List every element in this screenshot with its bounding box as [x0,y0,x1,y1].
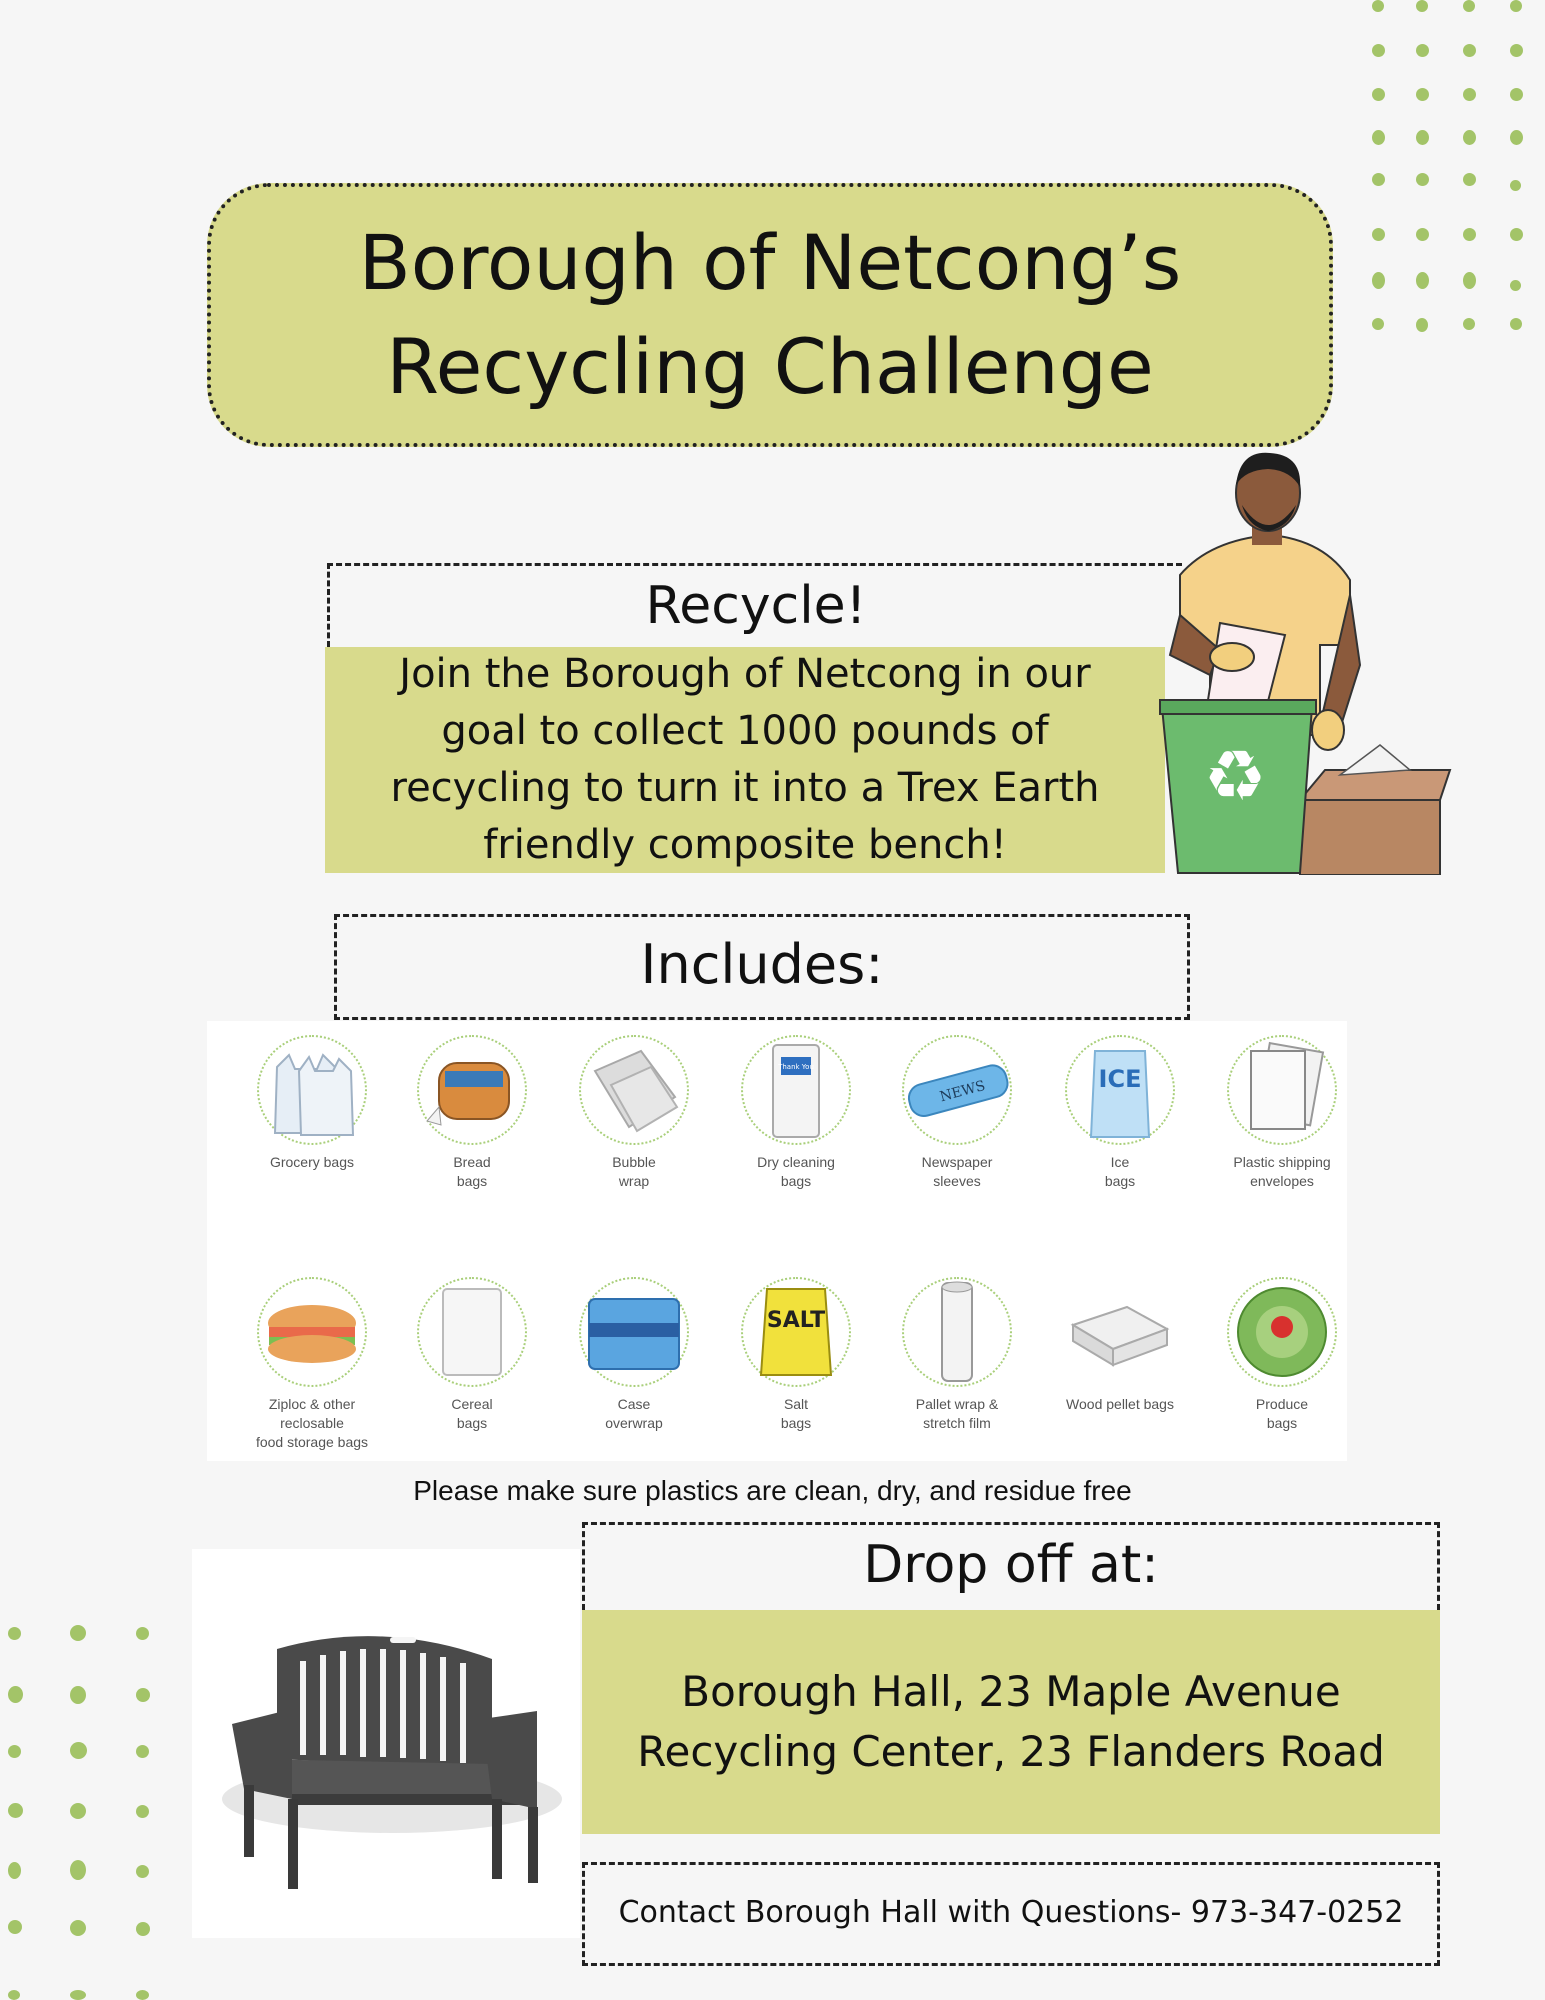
ice-bag-icon [1065,1035,1175,1145]
item-bread-bags: Bread bags [397,1035,547,1191]
item-salt-bags: SALT Salt bags [721,1277,871,1433]
title-line-2: Recycling Challenge [386,322,1154,411]
cereal-bag-icon [417,1277,527,1387]
shipping-envelope-icon [1227,1035,1337,1145]
man-recycling-illustration [1150,445,1460,875]
dropoff-locations [582,1610,1440,1834]
svg-text:ICE: ICE [1098,1065,1142,1093]
cleanliness-note: Please make sure plastics are clean, dry, and residue free [413,1475,1132,1506]
title-line-1: Borough of Netcong’s [358,218,1182,307]
bubble-wrap-icon [579,1035,689,1145]
item-dry-cleaning-bags: Thank You Dry cleaning bags [721,1035,871,1191]
ziploc-bag-icon [257,1277,367,1387]
pallet-wrap-icon [902,1277,1012,1387]
newspaper-sleeve-icon [902,1035,1012,1145]
item-newspaper-sleeves: NEWS Newspaper sleeves [882,1035,1032,1191]
recycle-line: Join the Borough of Netcong in our [399,651,1091,697]
bench-photo [192,1549,580,1938]
recycle-line: goal to collect 1000 pounds of [441,708,1049,754]
includes-heading: Includes: [334,914,1190,1020]
item-wood-pellet-bags: Wood pellet bags [1045,1277,1195,1414]
case-overwrap-icon [579,1277,689,1387]
item-bubble-wrap: Bubble wrap [559,1035,709,1191]
title-banner [207,183,1333,447]
item-grocery-bags: Grocery bags [237,1035,387,1172]
item-cereal-bags: Cereal bags [397,1277,547,1433]
dropoff-heading: Drop off at: [582,1522,1440,1610]
recycle-heading: Recycle! [327,563,1182,647]
grocery-bag-icon [257,1035,367,1145]
item-pallet-wrap: Pallet wrap & stretch film [882,1277,1032,1433]
svg-text:NEWS: NEWS [938,1077,988,1106]
item-case-overwrap: Case overwrap [559,1277,709,1433]
svg-text:Thank You: Thank You [778,1063,814,1071]
contact-info: Contact Borough Hall with Questions- 973-347-0252 [582,1862,1440,1966]
salt-bag-icon [741,1277,851,1387]
produce-bag-icon [1227,1277,1337,1387]
item-ice-bags: ICE Ice bags [1045,1035,1195,1191]
item-ziploc-bags: Ziploc & other reclosable food storage bags [237,1277,387,1452]
svg-text:♻: ♻ [1203,735,1267,817]
svg-text:SALT: SALT [766,1308,826,1333]
includes-items-panel [207,1021,1347,1461]
bread-bag-icon [417,1035,527,1145]
dropoff-location: Recycling Center, 23 Flanders Road [637,1727,1385,1776]
item-produce-bags: Produce bags [1207,1277,1357,1433]
recycle-description [325,647,1165,873]
dry-cleaning-bag-icon [741,1035,851,1145]
dropoff-location: Borough Hall, 23 Maple Avenue [681,1667,1341,1716]
wood-pellet-bag-icon [1065,1277,1175,1387]
recycle-line: recycling to turn it into a Trex Earth [390,765,1100,811]
item-plastic-shipping-envelopes: Plastic shipping envelopes [1207,1035,1357,1191]
recycle-line: friendly composite bench! [483,822,1007,868]
